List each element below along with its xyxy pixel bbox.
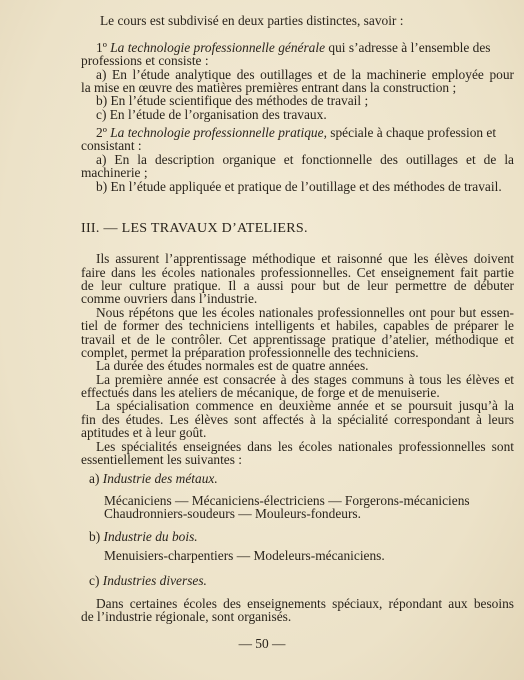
para2-line1: Nous répétons que les écoles nationales professionnelles ont pour but essen-	[96, 305, 514, 320]
para2-line4: complet, permet la préparation professionnelle des techniciens.	[81, 345, 419, 360]
group-a-heading	[89, 472, 218, 486]
part2-text-line1: , spéciale à chaque profession et	[323, 125, 497, 140]
para4-line2: effectués dans les ateliers de mécanique, de forge et de menuiserie.	[81, 385, 440, 400]
para6-line1: Les spécialités enseignées dans les écoles nationales professionnelles sont	[96, 439, 514, 454]
para6-line2: essentiellement les suivantes :	[81, 452, 243, 467]
para5-line3: aptitudes et à leur goût.	[81, 425, 207, 440]
part1-number: 1º	[96, 40, 107, 55]
group-a-line2: Chaudronniers-soudeurs — Mouleurs-fondeurs.	[104, 506, 361, 521]
group-c-title: Industries diverses.	[102, 573, 207, 588]
part1-title: La technologie professionnelle générale	[110, 40, 326, 55]
group-a-marker: a)	[89, 471, 100, 486]
section-heading: III. — LES TRAVAUX D’ATELIERS.	[81, 221, 308, 236]
group-b-title: Industrie du bois.	[103, 529, 198, 544]
part1-item-c: c) En l’étude de l’organisation des travaux.	[96, 107, 327, 122]
page-number: — 50 —	[238, 636, 286, 651]
part2-text-line2: consistant :	[81, 138, 142, 153]
part1-item-a-line2: la mise en œuvre des matières premières entrant dans la construction ;	[81, 80, 457, 95]
group-a-line1: Mécaniciens — Mécaniciens-électriciens — Forgerons-mécaniciens	[104, 493, 470, 508]
group-b-line1: Menuisiers-charpentiers — Modeleurs-mécaniciens.	[104, 548, 385, 563]
para5-line2: fin des études. Les élèves sont affectés à la spécialité correspondant à leurs	[81, 412, 514, 427]
group-b-heading	[89, 530, 198, 544]
group-a-title: Industrie des métaux.	[102, 471, 218, 486]
para5-line1: La spécialisation commence en deuxième année et se poursuit jusqu’à la	[96, 398, 514, 413]
part2-title: La technologie professionnelle pratique	[110, 125, 324, 140]
para4-line1: La première année est consacrée à des stages communs à tous les élèves et	[96, 372, 514, 387]
para1-line3: de leur culture pratique. Il a aussi pour but de leur permettre de débuter	[81, 278, 514, 293]
para1-line4: comme ouvriers dans l’industrie.	[81, 291, 258, 306]
part2-item-a-line2: machinerie ;	[81, 165, 148, 180]
part1-text-line2: professions et consiste :	[81, 53, 209, 68]
intro-line: Le cours est subdivisé en deux parties distinctes, savoir :	[100, 13, 404, 28]
part2-item-b: b) En l’étude appliquée et pratique de l’outillage et des méthodes de travail.	[96, 179, 502, 194]
part1-text-line1: qui s’adresse à l’ensemble des	[325, 40, 491, 55]
para3-line: La durée des études normales est de quatre années.	[96, 358, 369, 373]
closing-line2: de l’industrie régionale, sont organisés.	[81, 609, 292, 624]
para2-line3: travail et de le contrôler. Cet apprentissage pratique d’atelier, méthodique et	[81, 332, 514, 347]
para1-line1: Ils assurent l’apprentissage méthodique et raisonné que les élèves doivent	[96, 251, 514, 266]
part1-item-a-line1: a) En l’étude analytique des outillages et de la machinerie employée pour	[96, 67, 514, 82]
part2-item-a-line1: a) En la description organique et fonctionnelle des outillages et de la	[96, 152, 514, 167]
para2-line2: tiel de former des techniciens intelligents et habiles, capables de préparer le	[81, 318, 514, 333]
para1-line2: faire dans les écoles nationales professionnelles. Cet enseignement fait partie	[81, 265, 514, 280]
part2-heading-line	[96, 126, 496, 140]
part1-item-b: b) En l’étude scientifique des méthodes de travail ;	[96, 93, 369, 108]
closing-line1: Dans certaines écoles des enseignements spéciaux, répondant aux besoins	[96, 596, 514, 611]
group-c-marker: c)	[89, 573, 100, 588]
group-c-heading	[89, 574, 207, 588]
group-b-marker: b)	[89, 529, 101, 544]
part2-number: 2º	[96, 125, 107, 140]
